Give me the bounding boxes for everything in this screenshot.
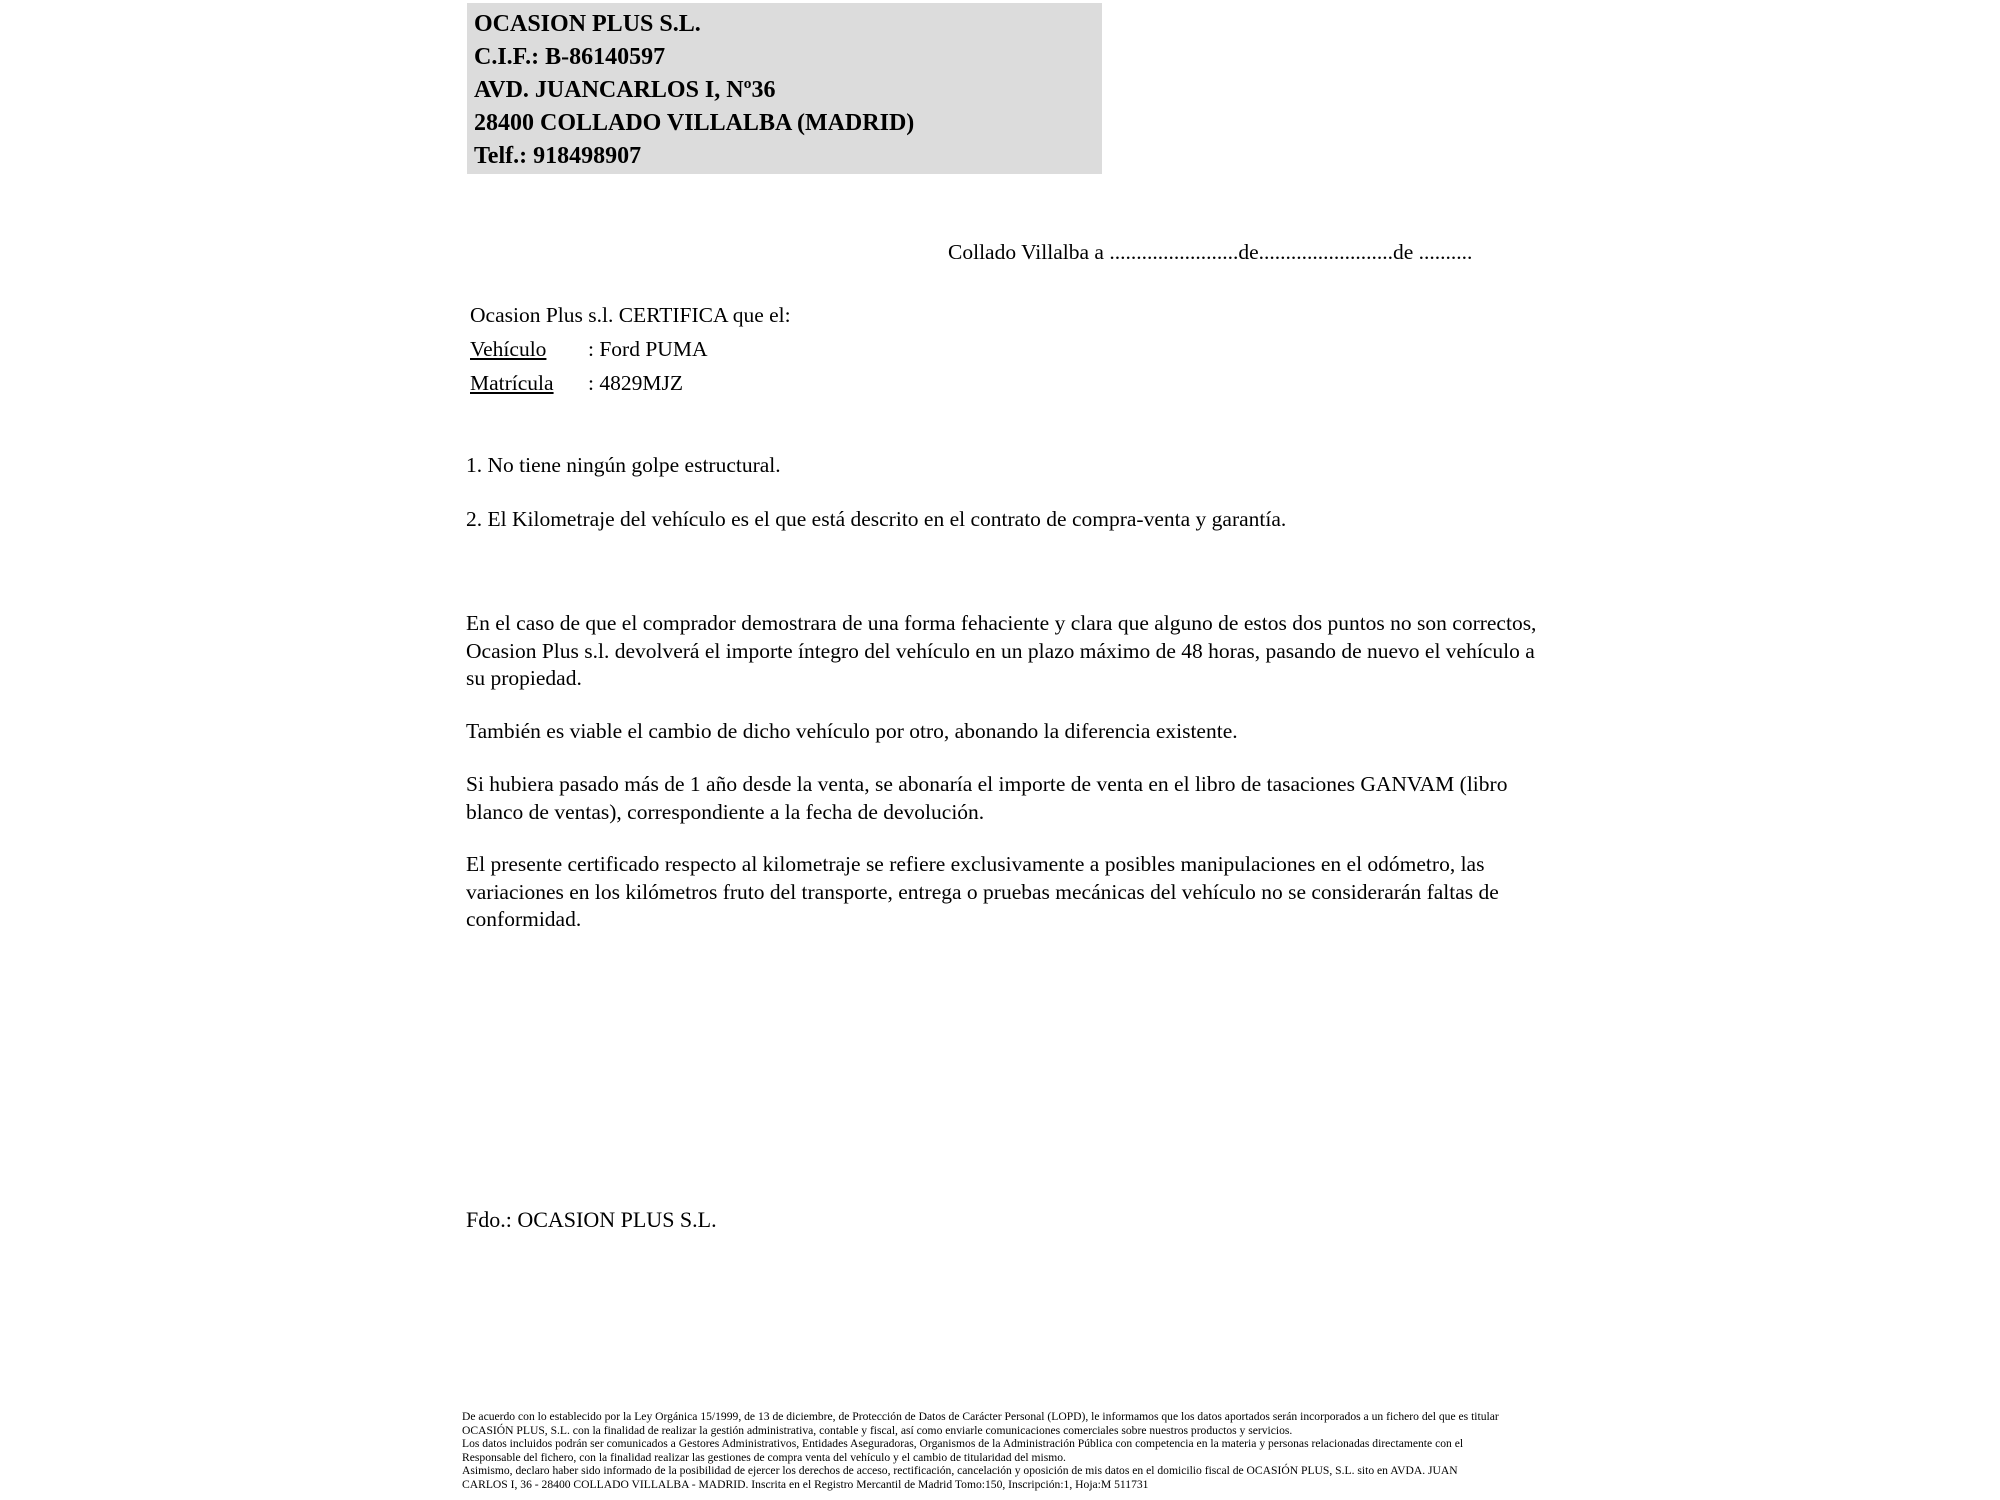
signature-line: Fdo.: OCASION PLUS S.L. [466,1207,717,1232]
paragraph-ganvam: Si hubiera pasado más de 1 año desde la venta, se abonaría el importe de venta en el libro de tasaciones GANVAM (libro blanco de ventas), correspondiente a la fecha de devolución. [466,772,1508,824]
plate-value: : 4829MJZ [588,371,683,395]
company-header-box [467,3,1102,174]
vehicle-value: : Ford PUMA [588,337,708,361]
company-name: OCASION PLUS S.L. [474,11,701,37]
company-phone: Telf.: 918498907 [474,143,642,169]
paragraph-exchange: También es viable el cambio de dicho vehículo por otro, abonando la diferencia existente. [466,719,1238,743]
legal-line: OCASIÓN PLUS, S.L. con la finalidad de realizar la gestión administrativa, contable y fiscal, así como enviarle comunicaciones comerciales sobre nuestros productos y servicios. [462,1423,1293,1437]
date-line: Collado Villalba a ........................de.........................de .......... [948,240,1473,264]
paragraph-refund: En el caso de que el comprador demostrara de una forma fehaciente y clara que alguno de estos dos puntos no son correctos, Ocasion Plus s.l. devolverá el importe íntegro del vehículo en un plazo máximo de 48 horas, pasando de nuevo el vehículo a su propiedad. [466,611,1537,690]
legal-line: De acuerdo con lo establecido por la Ley Orgánica 15/1999, de 13 de diciembre, de Protección de Datos de Carácter Personal (LOPD), le informamos que los datos aportados serán incorporados a un fichero del que es titular [462,1410,1499,1423]
legal-fine-print [462,1410,1562,1492]
paragraph-odometer: El presente certificado respecto al kilometraje se refiere exclusivamente a posibles manipulaciones en el odómetro, las variaciones en los kilómetros fruto del transporte, entrega o pruebas mecánicas del vehículo no se considerarán faltas de conformidad. [466,852,1499,931]
company-city: 28400 COLLADO VILLALBA (MADRID) [474,110,915,136]
statement-1: 1. No tiene ningún golpe estructural. [466,453,781,477]
statement-2: 2. El Kilometraje del vehículo es el que está descrito en el contrato de compra-venta y garantía. [466,507,1287,531]
plate-row [470,366,791,400]
certify-intro: Ocasion Plus s.l. CERTIFICA que el: [470,303,791,327]
certify-block [470,298,791,400]
company-cif: C.I.F.: B-86140597 [474,44,666,70]
legal-line: CARLOS I, 36 - 28400 COLLADO VILLALBA - MADRID. Inscrita en el Registro Mercantil de Madrid Tomo:150, Inscripción:1, Hoja:M 511731 [462,1477,1149,1491]
legal-line: Asimismo, declaro haber sido informado de la posibilidad de ejercer los derechos de acceso, rectificación, cancelación y oposición de mis datos en el domicilio fiscal de OCASIÓN PLUS, S.L. sito en AVDA. JUAN [462,1464,1458,1478]
legal-line: Los datos incluidos podrán ser comunicados a Gestores Administrativos, Entidades Aseguradoras, Organismos de la Administración Pública con competencia en la materia y personas relacionadas directamente con el [462,1437,1464,1451]
legal-line: Responsable del fichero, con la finalidad realizar las gestiones de compra venta del vehículo y el cambio de titularidad del mismo. [462,1450,1066,1464]
vehicle-row [470,332,791,366]
company-address: AVD. JUANCARLOS I, Nº36 [474,77,776,103]
plate-label: Matrícula [470,371,554,395]
vehicle-label: Vehículo [470,337,547,361]
